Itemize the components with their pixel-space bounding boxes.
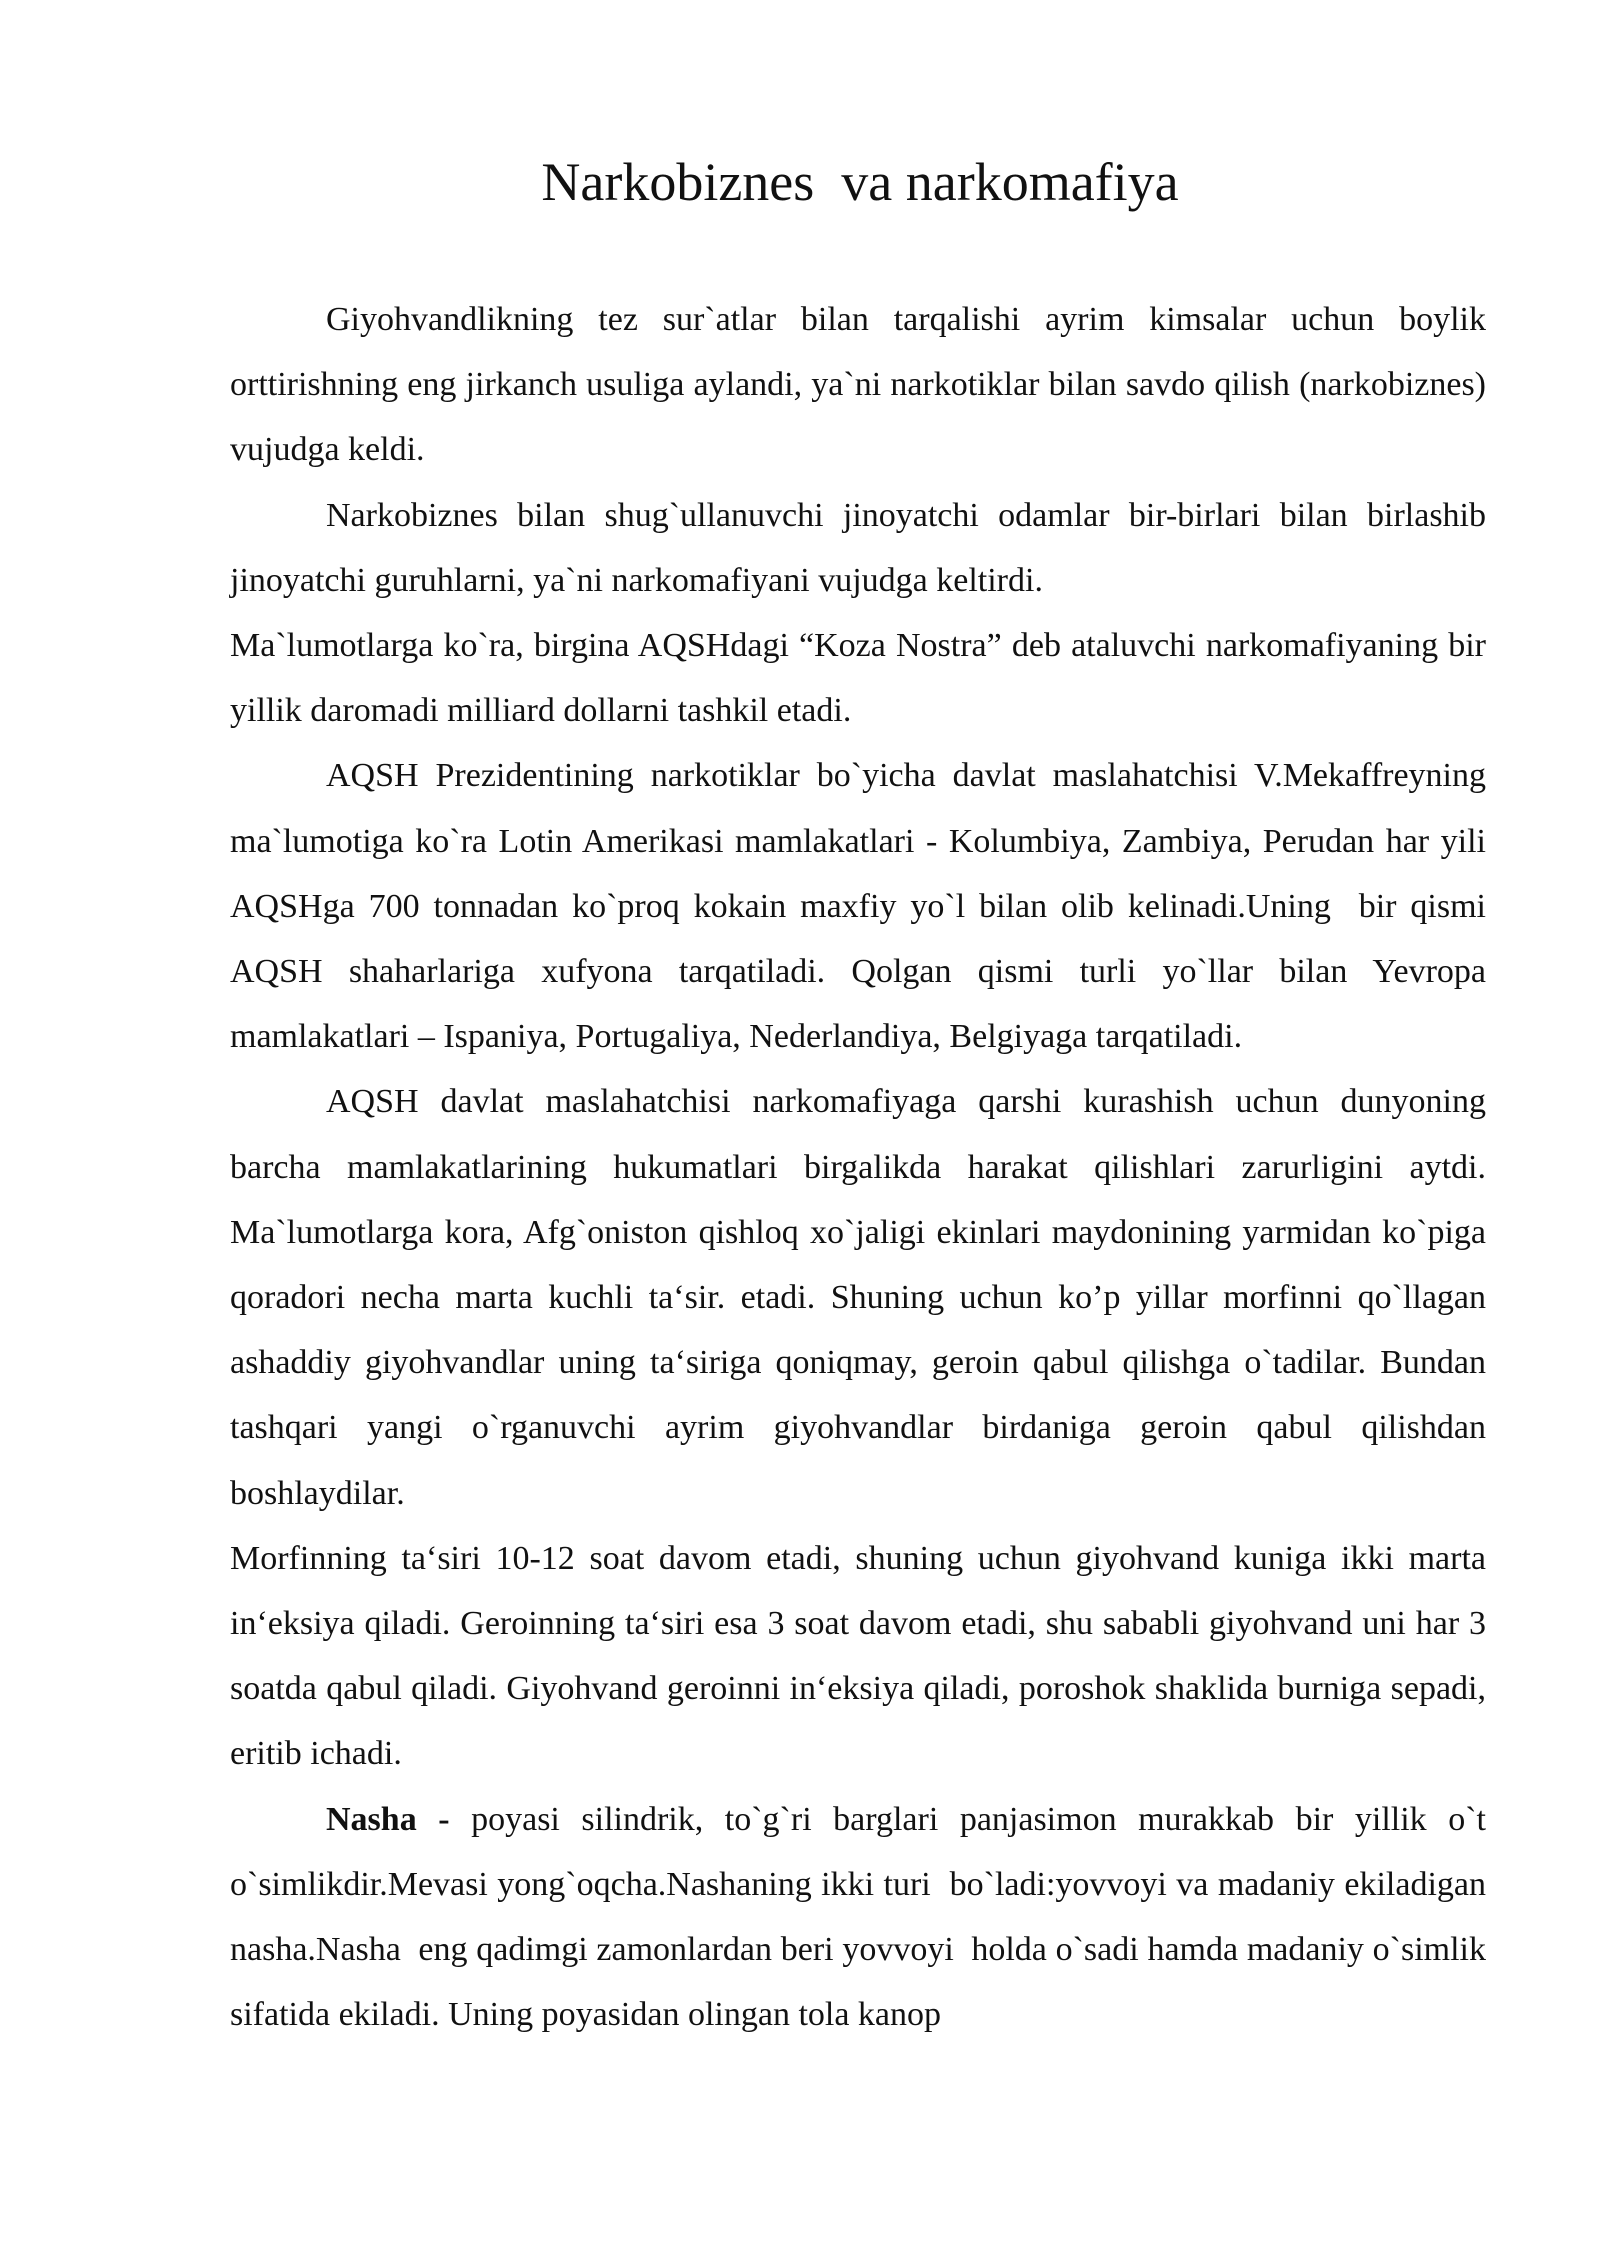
paragraph-nasha-text: poyasi silindrik, to`g`ri barglari panjasimon murakkab bir yillik o`t o`simlikdir.Mevasi yong`oqcha.Nashaning ikki turi bo`ladi:yovvoyi va madaniy ekiladigan nasha.Nasha eng qadimgi zamonlardan beri yovvoyi holda o`sadi hamda madaniy o`simlik sifatida ekiladi. Uning poyasidan olingan tola kanop <box>230 1800 1503 2034</box>
paragraph-morphine-heroin: Morfinning ta‘siri 10-12 soat davom etadi, shuning uchun giyohvand kuniga ikki marta in‘eksiya qiladi. Geroinning ta‘siri esa 3 soat davom etadi, shu sababli giyohvand uni har 3 soatda qabul qiladi. Giyohvand geroinni in‘eksiya qiladi, poroshok shaklida burniga sepadi, eritib ichadi. <box>230 1539 1495 1773</box>
paragraph-narkobiznes-intro: Giyohvandlikning tez sur`atlar bilan tarqalishi ayrim kimsalar uchun boylik orttirishning eng jirkanch usuliga aylandi, ya`ni narkotiklar bilan savdo qilish (narkobiznes) vujudga keldi. <box>230 301 1495 469</box>
paragraph-koza-nostra: Ma`lumotlarga ko`ra, birgina AQSHdagi “Koza Nostra” deb ataluvchi narkomafiyaning bir yillik daromadi milliard dollarni tashkil etadi. <box>230 627 1495 730</box>
document-body <box>230 287 1503 2047</box>
paragraph-latin-america: AQSH Prezidentining narkotiklar bo`yicha davlat maslahatchisi V.Mekaffreyning ma`lumotiga ko`ra Lotin Amerikasi mamlakatlari - Kolumbiya, Zambiya, Perudan har yili AQSHga 700 tonnadan ko`proq kokain maxfiy yo`l bilan olib kelinadi.Uning bir qismi AQSH shaharlariga xufyona tarqatiladi. Qolgan qismi turli yo`llar bilan Yevropa mamlakatlari – Ispaniya, Portugaliya, Nederlandiya, Belgiyaga tarqatiladi. <box>230 757 1495 1056</box>
term-nasha: Nasha - <box>326 1800 450 1838</box>
paragraph-narkomafiya-origin: Narkobiznes bilan shug`ullanuvchi jinoyatchi odamlar bir-birlari bilan birlashib jinoyatchi guruhlarni, ya`ni narkomafiyani vujudga keltirdi. <box>230 496 1495 599</box>
paragraph-afghanistan: AQSH davlat maslahatchisi narkomafiyaga qarshi kurashish uchun dunyoning barcha mamlakatlarining hukumatlari birgalikda harakat qilishlari zarurligini aytdi. Ma`lumotlarga kora, Afg`oniston qishloq xo`jaligi ekinlari maydonining yarmidan ko`piga qoradori necha marta kuchli ta‘sir. etadi. Shuning uchun ko’p yillar morfinni qo`llagan ashaddiy giyohvandlar uning ta‘siriga qoniqmay, geroin qabul qilishga o`tadilar. Bundan tashqari yangi o`rganuvchi ayrim giyohvandlar birdaniga geroin qabul qilishdan boshlaydilar. <box>230 1083 1495 1512</box>
paragraph-nasha <box>230 1787 1503 2048</box>
page-title: Narkobiznes va narkomafiya <box>541 152 1179 212</box>
